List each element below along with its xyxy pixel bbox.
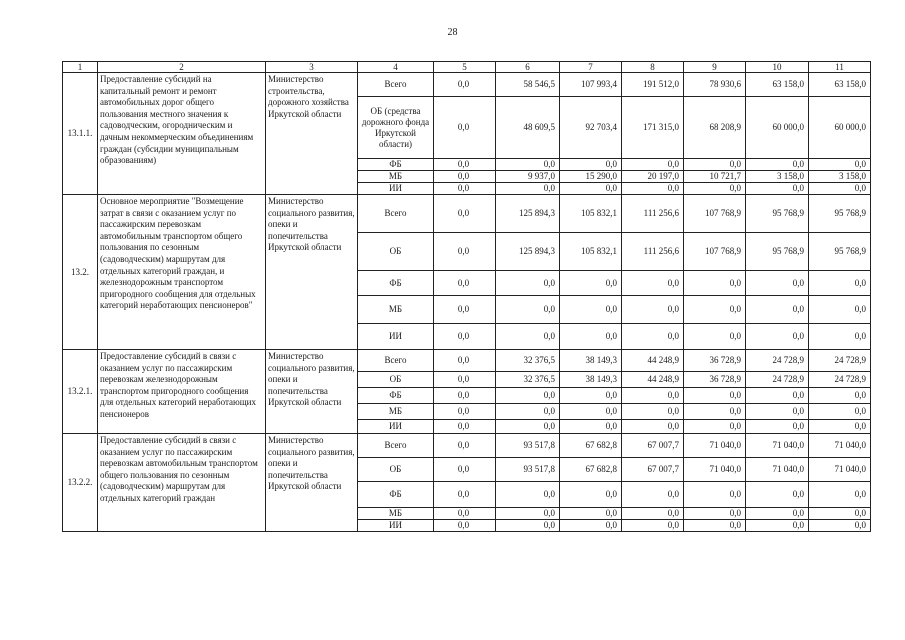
value-cell-col-7: 105 832,1 bbox=[560, 233, 622, 271]
value-cell-col-6: 0,0 bbox=[496, 404, 560, 420]
column-header-8: 8 bbox=[622, 62, 684, 73]
value-cell-col-5: 0,0 bbox=[434, 195, 496, 233]
table-row bbox=[63, 350, 871, 372]
funding-source: ОБ (средства дорожного фонда Иркутской области) bbox=[358, 97, 434, 159]
section-ministry: Министерство социального развития, опеки и попечительства Иркутской области bbox=[266, 350, 358, 434]
value-cell-col-6: 0,0 bbox=[496, 420, 560, 434]
value-cell-col-9: 36 728,9 bbox=[684, 350, 746, 372]
value-cell-col-8: 0,0 bbox=[622, 271, 684, 296]
value-cell-col-5: 0,0 bbox=[434, 159, 496, 171]
value-cell-col-5: 0,0 bbox=[434, 434, 496, 458]
value-cell-col-9: 78 930,6 bbox=[684, 73, 746, 97]
value-cell-col-5: 0,0 bbox=[434, 458, 496, 482]
value-cell-col-7: 0,0 bbox=[560, 420, 622, 434]
value-cell-col-11: 0,0 bbox=[809, 271, 871, 296]
column-header-4: 4 bbox=[358, 62, 434, 73]
value-cell-col-5: 0,0 bbox=[434, 404, 496, 420]
funding-source: ИИ bbox=[358, 520, 434, 532]
value-cell-col-10: 0,0 bbox=[746, 388, 809, 404]
value-cell-col-8: 0,0 bbox=[622, 388, 684, 404]
funding-source: МБ bbox=[358, 508, 434, 520]
value-cell-col-9: 0,0 bbox=[684, 183, 746, 195]
value-cell-col-6: 93 517,8 bbox=[496, 434, 560, 458]
value-cell-col-11: 0,0 bbox=[809, 183, 871, 195]
value-cell-col-10: 24 728,9 bbox=[746, 372, 809, 388]
value-cell-col-11: 71 040,0 bbox=[809, 434, 871, 458]
value-cell-col-6: 0,0 bbox=[496, 296, 560, 324]
section-code: 13.1.1. bbox=[63, 73, 98, 195]
table-row bbox=[63, 73, 871, 97]
value-cell-col-10: 95 768,9 bbox=[746, 233, 809, 271]
value-cell-col-6: 93 517,8 bbox=[496, 458, 560, 482]
value-cell-col-6: 0,0 bbox=[496, 183, 560, 195]
value-cell-col-7: 92 703,4 bbox=[560, 97, 622, 159]
value-cell-col-7: 107 993,4 bbox=[560, 73, 622, 97]
column-header-5: 5 bbox=[434, 62, 496, 73]
value-cell-col-7: 105 832,1 bbox=[560, 195, 622, 233]
value-cell-col-8: 0,0 bbox=[622, 404, 684, 420]
value-cell-col-8: 0,0 bbox=[622, 520, 684, 532]
value-cell-col-5: 0,0 bbox=[434, 324, 496, 350]
value-cell-col-7: 0,0 bbox=[560, 159, 622, 171]
value-cell-col-9: 107 768,9 bbox=[684, 195, 746, 233]
value-cell-col-10: 0,0 bbox=[746, 520, 809, 532]
value-cell-col-10: 0,0 bbox=[746, 159, 809, 171]
value-cell-col-5: 0,0 bbox=[434, 350, 496, 372]
header-row bbox=[63, 62, 871, 73]
funding-source: ФБ bbox=[358, 482, 434, 508]
value-cell-col-8: 0,0 bbox=[622, 296, 684, 324]
value-cell-col-7: 0,0 bbox=[560, 388, 622, 404]
value-cell-col-7: 67 682,8 bbox=[560, 434, 622, 458]
funding-source: ОБ bbox=[358, 372, 434, 388]
value-cell-col-11: 24 728,9 bbox=[809, 372, 871, 388]
value-cell-col-6: 32 376,5 bbox=[496, 350, 560, 372]
value-cell-col-10: 95 768,9 bbox=[746, 195, 809, 233]
value-cell-col-11: 0,0 bbox=[809, 388, 871, 404]
funding-source: ИИ bbox=[358, 324, 434, 350]
value-cell-col-5: 0,0 bbox=[434, 520, 496, 532]
value-cell-col-5: 0,0 bbox=[434, 372, 496, 388]
value-cell-col-6: 125 894,3 bbox=[496, 195, 560, 233]
value-cell-col-7: 0,0 bbox=[560, 404, 622, 420]
value-cell-col-11: 95 768,9 bbox=[809, 233, 871, 271]
funding-source: ФБ bbox=[358, 271, 434, 296]
value-cell-col-5: 0,0 bbox=[434, 171, 496, 183]
value-cell-col-8: 0,0 bbox=[622, 183, 684, 195]
value-cell-col-9: 0,0 bbox=[684, 482, 746, 508]
value-cell-col-10: 0,0 bbox=[746, 183, 809, 195]
value-cell-col-6: 0,0 bbox=[496, 388, 560, 404]
column-header-10: 10 bbox=[746, 62, 809, 73]
value-cell-col-9: 68 208,9 bbox=[684, 97, 746, 159]
value-cell-col-11: 0,0 bbox=[809, 420, 871, 434]
value-cell-col-8: 0,0 bbox=[622, 159, 684, 171]
column-header-7: 7 bbox=[560, 62, 622, 73]
value-cell-col-10: 71 040,0 bbox=[746, 458, 809, 482]
value-cell-col-7: 0,0 bbox=[560, 520, 622, 532]
value-cell-col-6: 58 546,5 bbox=[496, 73, 560, 97]
value-cell-col-5: 0,0 bbox=[434, 420, 496, 434]
funding-source: ИИ bbox=[358, 420, 434, 434]
value-cell-col-11: 0,0 bbox=[809, 296, 871, 324]
value-cell-col-6: 9 937,0 bbox=[496, 171, 560, 183]
table-row bbox=[63, 434, 871, 458]
value-cell-col-7: 0,0 bbox=[560, 296, 622, 324]
value-cell-col-5: 0,0 bbox=[434, 183, 496, 195]
value-cell-col-11: 0,0 bbox=[809, 508, 871, 520]
value-cell-col-11: 24 728,9 bbox=[809, 350, 871, 372]
value-cell-col-9: 0,0 bbox=[684, 271, 746, 296]
value-cell-col-5: 0,0 bbox=[434, 73, 496, 97]
funding-source: МБ bbox=[358, 171, 434, 183]
value-cell-col-5: 0,0 bbox=[434, 97, 496, 159]
value-cell-col-5: 0,0 bbox=[434, 271, 496, 296]
value-cell-col-8: 67 007,7 bbox=[622, 434, 684, 458]
value-cell-col-10: 0,0 bbox=[746, 482, 809, 508]
value-cell-col-8: 191 512,0 bbox=[622, 73, 684, 97]
value-cell-col-6: 0,0 bbox=[496, 520, 560, 532]
section-description: Предоставление субсидий в связи с оказанием услуг по пассажирским перевозкам автомобильным транспортом общего пользования по сезонным (садоводческим) маршрутам для отдельных категорий граждан bbox=[98, 434, 266, 532]
section-ministry: Министерство строительства, дорожного хозяйства Иркутской области bbox=[266, 73, 358, 195]
value-cell-col-11: 63 158,0 bbox=[809, 73, 871, 97]
section-description: Предоставление субсидий на капитальный ремонт и ремонт автомобильных дорог общего пользования местного значения к садоводческим, огородническим и дачным некоммерческим объединениям граждан (субсидии муниципальным образованиям) bbox=[98, 73, 266, 195]
value-cell-col-9: 36 728,9 bbox=[684, 372, 746, 388]
funding-source: ФБ bbox=[358, 159, 434, 171]
value-cell-col-9: 0,0 bbox=[684, 508, 746, 520]
value-cell-col-11: 3 158,0 bbox=[809, 171, 871, 183]
funding-source: МБ bbox=[358, 296, 434, 324]
value-cell-col-7: 0,0 bbox=[560, 508, 622, 520]
funding-source: МБ bbox=[358, 404, 434, 420]
value-cell-col-8: 44 248,9 bbox=[622, 372, 684, 388]
column-header-11: 11 bbox=[809, 62, 871, 73]
funding-source: Всего bbox=[358, 350, 434, 372]
value-cell-col-10: 0,0 bbox=[746, 404, 809, 420]
value-cell-col-11: 0,0 bbox=[809, 520, 871, 532]
section-code: 13.2.2. bbox=[63, 434, 98, 532]
funding-source: ОБ bbox=[358, 233, 434, 271]
value-cell-col-7: 38 149,3 bbox=[560, 372, 622, 388]
value-cell-col-9: 0,0 bbox=[684, 420, 746, 434]
value-cell-col-6: 32 376,5 bbox=[496, 372, 560, 388]
value-cell-col-10: 71 040,0 bbox=[746, 434, 809, 458]
value-cell-col-8: 0,0 bbox=[622, 508, 684, 520]
section-description: Предоставление субсидий в связи с оказанием услуг по пассажирским перевозкам железнодорожным транспортом пригородного сообщения для отдельных категорий неработающих пенсионеров bbox=[98, 350, 266, 434]
funding-source: ИИ bbox=[358, 183, 434, 195]
value-cell-col-9: 0,0 bbox=[684, 520, 746, 532]
section-code: 13.2. bbox=[63, 195, 98, 350]
value-cell-col-8: 111 256,6 bbox=[622, 195, 684, 233]
value-cell-col-8: 0,0 bbox=[622, 420, 684, 434]
value-cell-col-10: 3 158,0 bbox=[746, 171, 809, 183]
value-cell-col-9: 71 040,0 bbox=[684, 458, 746, 482]
column-header-1: 1 bbox=[63, 62, 98, 73]
value-cell-col-7: 0,0 bbox=[560, 482, 622, 508]
value-cell-col-10: 24 728,9 bbox=[746, 350, 809, 372]
value-cell-col-10: 0,0 bbox=[746, 420, 809, 434]
value-cell-col-6: 125 894,3 bbox=[496, 233, 560, 271]
value-cell-col-9: 0,0 bbox=[684, 159, 746, 171]
value-cell-col-6: 0,0 bbox=[496, 159, 560, 171]
value-cell-col-7: 0,0 bbox=[560, 183, 622, 195]
value-cell-col-10: 0,0 bbox=[746, 296, 809, 324]
column-header-3: 3 bbox=[266, 62, 358, 73]
value-cell-col-10: 0,0 bbox=[746, 324, 809, 350]
value-cell-col-6: 0,0 bbox=[496, 508, 560, 520]
funding-source: Всего bbox=[358, 434, 434, 458]
funding-source: Всего bbox=[358, 73, 434, 97]
value-cell-col-10: 63 158,0 bbox=[746, 73, 809, 97]
value-cell-col-9: 0,0 bbox=[684, 388, 746, 404]
value-cell-col-8: 0,0 bbox=[622, 482, 684, 508]
value-cell-col-10: 0,0 bbox=[746, 271, 809, 296]
value-cell-col-7: 67 682,8 bbox=[560, 458, 622, 482]
column-header-2: 2 bbox=[98, 62, 266, 73]
value-cell-col-8: 67 007,7 bbox=[622, 458, 684, 482]
page-number: 28 bbox=[447, 27, 458, 38]
value-cell-col-11: 0,0 bbox=[809, 159, 871, 171]
value-cell-col-5: 0,0 bbox=[434, 482, 496, 508]
value-cell-col-11: 60 000,0 bbox=[809, 97, 871, 159]
column-header-6: 6 bbox=[496, 62, 560, 73]
value-cell-col-9: 0,0 bbox=[684, 324, 746, 350]
value-cell-col-11: 0,0 bbox=[809, 404, 871, 420]
funding-source: ОБ bbox=[358, 458, 434, 482]
value-cell-col-9: 10 721,7 bbox=[684, 171, 746, 183]
section-code: 13.2.1. bbox=[63, 350, 98, 434]
value-cell-col-6: 0,0 bbox=[496, 482, 560, 508]
value-cell-col-9: 0,0 bbox=[684, 296, 746, 324]
value-cell-col-11: 0,0 bbox=[809, 324, 871, 350]
budget-table bbox=[62, 61, 871, 532]
value-cell-col-6: 0,0 bbox=[496, 271, 560, 296]
value-cell-col-9: 0,0 bbox=[684, 404, 746, 420]
value-cell-col-6: 48 609,5 bbox=[496, 97, 560, 159]
value-cell-col-11: 0,0 bbox=[809, 482, 871, 508]
value-cell-col-8: 171 315,0 bbox=[622, 97, 684, 159]
funding-source: Всего bbox=[358, 195, 434, 233]
value-cell-col-5: 0,0 bbox=[434, 388, 496, 404]
value-cell-col-9: 71 040,0 bbox=[684, 434, 746, 458]
section-description: Основное мероприятие "Возмещение затрат в связи с оказанием услуг по пассажирским перевозкам автомобильным транспортом общего пользования по сезонным (садоводческим) маршрутам для отдельных категорий граждан, и железнодорожным транспортом пригородного сообщения для отдельных категорий неработающих пенсионеров" bbox=[98, 195, 266, 350]
value-cell-col-11: 71 040,0 bbox=[809, 458, 871, 482]
value-cell-col-11: 95 768,9 bbox=[809, 195, 871, 233]
value-cell-col-7: 15 290,0 bbox=[560, 171, 622, 183]
column-header-9: 9 bbox=[684, 62, 746, 73]
value-cell-col-7: 0,0 bbox=[560, 324, 622, 350]
value-cell-col-5: 0,0 bbox=[434, 233, 496, 271]
value-cell-col-10: 60 000,0 bbox=[746, 97, 809, 159]
section-ministry: Министерство социального развития, опеки и попечительства Иркутской области bbox=[266, 434, 358, 532]
funding-source: ФБ bbox=[358, 388, 434, 404]
table-row bbox=[63, 195, 871, 233]
value-cell-col-8: 111 256,6 bbox=[622, 233, 684, 271]
value-cell-col-5: 0,0 bbox=[434, 296, 496, 324]
value-cell-col-8: 0,0 bbox=[622, 324, 684, 350]
section-ministry: Министерство социального развития, опеки и попечительства Иркутской области bbox=[266, 195, 358, 350]
value-cell-col-9: 107 768,9 bbox=[684, 233, 746, 271]
value-cell-col-5: 0,0 bbox=[434, 508, 496, 520]
value-cell-col-8: 44 248,9 bbox=[622, 350, 684, 372]
value-cell-col-8: 20 197,0 bbox=[622, 171, 684, 183]
value-cell-col-6: 0,0 bbox=[496, 324, 560, 350]
value-cell-col-7: 38 149,3 bbox=[560, 350, 622, 372]
value-cell-col-7: 0,0 bbox=[560, 271, 622, 296]
value-cell-col-10: 0,0 bbox=[746, 508, 809, 520]
